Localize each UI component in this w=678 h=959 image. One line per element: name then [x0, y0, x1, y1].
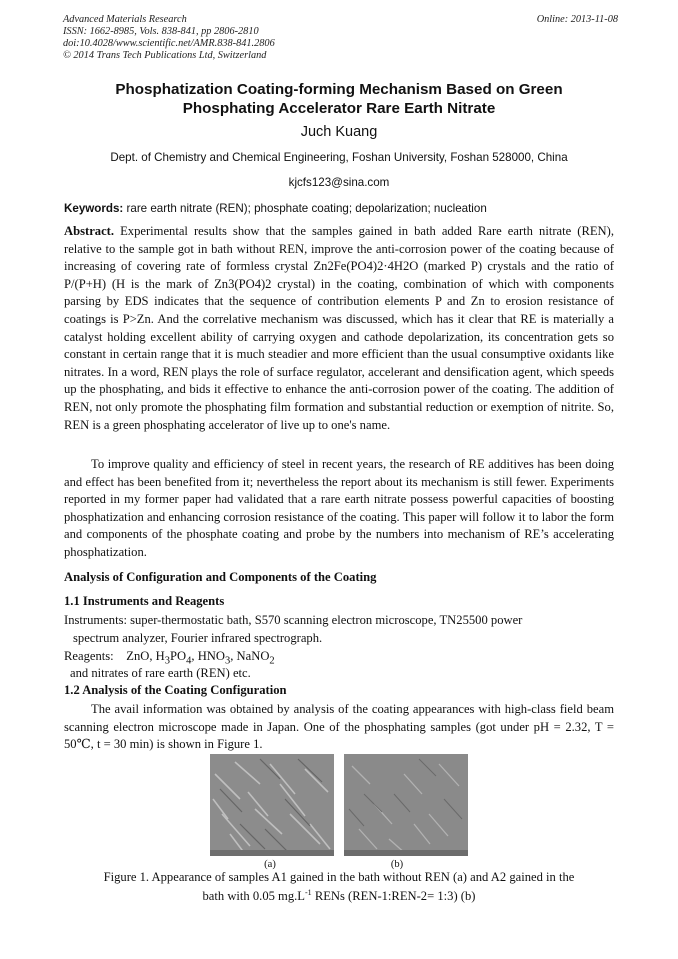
abstract [64, 223, 614, 434]
reagent-h3po4: $H_3PO_4$, [155, 649, 195, 667]
author-name: Juch Kuang [300, 124, 378, 140]
keywords [64, 202, 618, 215]
title-line-1: Phosphatization Coating-forming Mechanism Based on Green [115, 81, 563, 98]
sem-image-a [210, 754, 334, 856]
sem-image-a-graphic [210, 754, 334, 856]
caption-line-1: Figure 1. Appearance of samples A1 gained in the bath without REN (a) and A2 gained in the [103, 870, 575, 884]
reagents-line-2: and nitrates of rare earth (REN) etc. [70, 666, 251, 680]
reagent-hno3: $HNO_3$, [197, 649, 234, 667]
reagent-nano2: NaNO$_2$ [236, 649, 275, 667]
abstract-label: Abstract. [64, 224, 115, 238]
figure-label-a: (a) [264, 859, 276, 870]
instruments-line-1: Instruments: super-thermostatic bath, S570 scanning electron microscope, TN25500 power [64, 613, 523, 627]
online-date: Online: 2013-11-08 [536, 14, 618, 25]
instruments-text [64, 612, 614, 647]
sem-image-b [344, 754, 468, 856]
intro-paragraph: To improve quality and efficiency of steel in recent years, the research of RE additives has been doing and effect has been benefited from it; nevertheless the report about its mechanism is still fewer. Experiments reported in my former paper had validated that a rare earth nitrate possess powerful capacities of boosting phosphatization and enhancing corrosion resistance of the coating. This paper will follow it to labor the form and components of the phosphate coating and probe by the numbers into mechanism of RE’s accelerating phosphatization. [64, 457, 614, 559]
keywords-text: rare earth nitrate (REN); phosphate coating; depolarization; nucleation [126, 202, 487, 215]
copyright-line: © 2014 Trans Tech Publications Ltd, Switzerland [63, 50, 267, 61]
title-line-2: Phosphating Accelerator Rare Earth Nitrate [182, 100, 496, 117]
affiliation: Dept. of Chemistry and Chemical Engineering, Foshan University, Foshan 528000, China [110, 151, 568, 164]
journal-header [63, 14, 618, 62]
section-1-1-heading: 1.1 Instruments and Reagents [64, 594, 225, 608]
instruments-line-2: spectrum analyzer, Fourier infrared spectrograph. [73, 630, 323, 645]
keywords-label: Keywords: [64, 202, 124, 215]
doi-line: doi:10.4028/www.scientific.net/AMR.838-841.2806 [63, 38, 275, 49]
reagent-zno: ZnO, [126, 649, 153, 663]
issn-line: ISSN: 1662-8985, Vols. 838-841, pp 2806-2810 [63, 26, 259, 37]
figure-caption [64, 870, 614, 904]
paper-title [40, 80, 638, 118]
section-1-2-paragraph: The avail information was obtained by analysis of the coating appearances with high-class field beam scanning electron microscope made in Japan. One of the phosphating samples (got under pH = 2.32, T = 50℃, t = 30 min) is shown in Figure 1. [64, 702, 614, 752]
reagents-label: Reagents: [64, 649, 114, 663]
sem-image-b-graphic [344, 754, 468, 856]
author-email: kjcfs123@sina.com [288, 176, 390, 189]
caption-line-2: bath with 0.05 $mg.L^{-1}$ RENs (REN-1:REN-2= 1:3) (b) [202, 888, 476, 904]
journal-name: Advanced Materials Research [63, 14, 187, 25]
section-1-heading: Analysis of Configuration and Components of the Coating [64, 570, 377, 584]
section-1-2-heading: 1.2 Analysis of the Coating Configuration [64, 683, 287, 697]
abstract-text: Experimental results show that the samples gained in bath added Rare earth nitrate (REN), relative to the sample got in bath without REN, improve the anti-corrosion power of the coating because of increasing of covering rate of formless crystal Zn2Fe(PO4)2·4H2O (marked P) crystals and the ratio of P/(P+H) (H is the mark of Zn3(PO4)2 crystal) in the coating, combination of which with components parsing by EDS indicates that the sequence of contribution elements P and Zn to erosion resistance of coatings is P>Zn. And the correlative mechanism was discussed, which has it clear that RE is materially a catalyst holding excellent ability of carrying oxygen and cathode depolarization, its concentration gets so constant in certain range that it is much steadier and more efficient than the usual consumptive oxidants like nitrates. In a word, REN plays the role of surface regulator, accelerant and densification agent, which speeds up the phosphating, and bids it effective to enhance the anti-corrosion power of the coating. The addition of REN, not only promote the phosphating film formation and substantial reduction or exemption of nitrite. So, REN is a green phosphating accelerator of live up to one's name. [64, 224, 614, 432]
figure-label-b: (b) [390, 859, 404, 870]
